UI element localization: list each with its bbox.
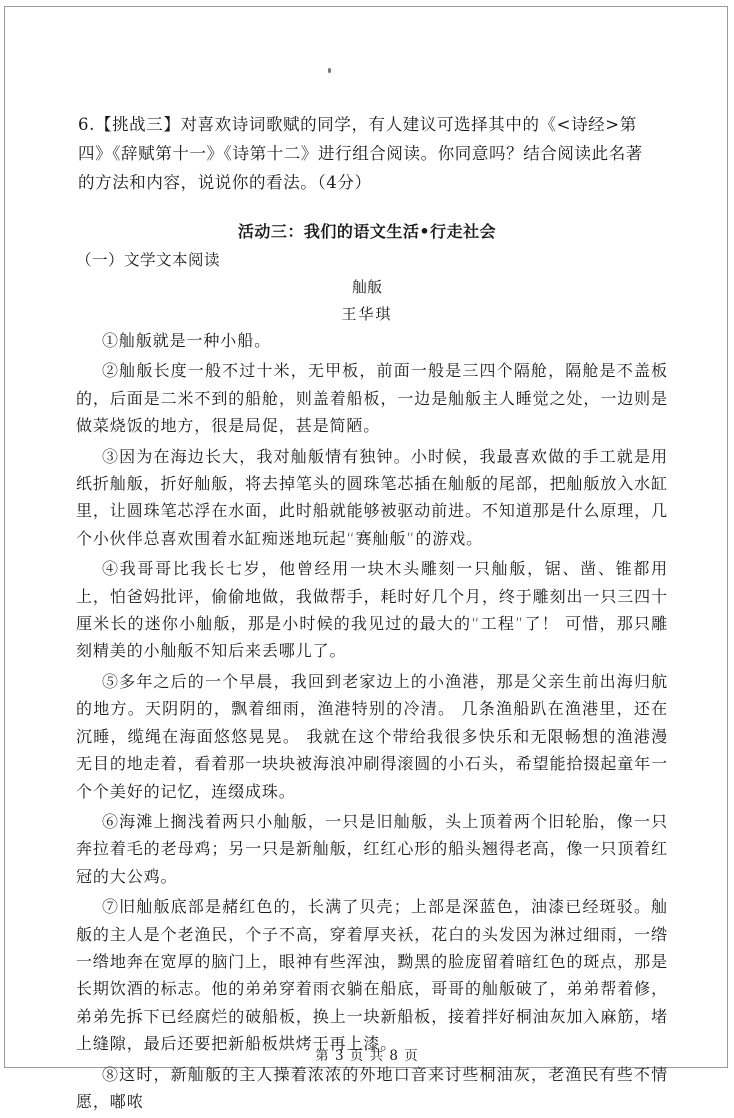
paragraph-6: ⑥海滩上搁浅着两只小舢舨，一只是旧舢舨，头上顶着两个旧轮胎，像一只奔拉着毛的老母鸡；另一只是新舢舨，红红心形的船头翘得老高，像一只顶着红冠的大公鸡。 [76, 811, 668, 886]
paragraph-7: ⑦旧舢舨底部是赭红色的，长满了贝壳；上部是深蓝色，油漆已经斑驳。舢舨的主人是个老渔民，个子不高，穿着厚夹袄，花白的头发因为淋过细雨，一绺一绺地奔在宽厚的脑门上，眼神有些浑浊，黝黑的脸庞留着暗红色的斑点，那是长期饮酒的标志。他的弟弟穿着雨衣躺在船底，哥哥的舢舨破了，弟弟帮着修，弟弟先拆下已经腐烂的破船板，换上一块新船板，接着拌好桐油灰加入麻筋，堵上缝隙，最后还要把新船板烘烤干再上漆。 [76, 897, 668, 1054]
subsection-title: （一）文学文本阅读 [76, 251, 221, 269]
paragraph-2: ②舢舨长度一般不过十米，无甲板，前面一般是三四个隔舱，隔舱是不盖板的，后面是二米不到的船舱，则盖着船板，一边是舢舨主人睡觉之处，一边则是做菜烧饭的地方，很是局促，甚是简陋。 [76, 361, 668, 436]
scan-speck [328, 68, 331, 73]
activity-heading: 活动三：我们的语文生活•行走社会 [237, 222, 497, 241]
paragraph-3: ③因为在海边长大，我对舢舨情有独钟。小时候，我最喜欢做的手工就是用纸折舢舨，折好舢舨，将去掉笔头的圆珠笔芯插在舢舨的尾部，把舢舨放入水缸里，让圆珠笔芯浮在水面，此时船就能够被驱动前进。不知道那是什么原理，几个小伙伴总喜欢围着水缸痴迷地玩起“赛舢舨”的游戏。 [76, 446, 668, 548]
article-title: 舢舨 [351, 278, 382, 296]
question-6: 6.【挑战三】对喜欢诗词歌赋的同学，有人建议可选择其中的《<诗经>第四》《辞赋第十一》《诗第十二》进行组合阅读。你同意吗？结合阅读此名著的方法和内容，说说你的看法。（4分） [78, 115, 643, 192]
paragraph-8: ⑧这时，新舢舨的主人操着浓浓的外地口音来讨些桐油灰，老渔民有些不情愿，嘟哝 [76, 1064, 668, 1111]
paragraph-5: ⑤多年之后的一个早晨，我回到老家边上的小渔港，那是父亲生前出海归航的地方。天阴阴的，飘着细雨，渔港特别的冷清。 几条渔船趴在渔港里，还在沉睡，缆绳在海面悠悠晃晃。 我就在这个带给我很多快乐和无限畅想的渔港漫无目的地走着，看着那一块块被海浪冲刷得滚圆的小石头，希望能拾掇起童年一个个美好的记忆，连缀成珠。 [76, 671, 668, 801]
paragraph-1: ①舢舨就是一种小船。 [102, 331, 272, 350]
article-author: 王华琪 [341, 305, 393, 323]
page-footer: 第 3 页 共 8 页 [315, 1048, 419, 1064]
paragraph-4: ④我哥哥比我长七岁，他曾经用一块木头雕刻一只舢舨，锯、凿、锥都用上，怕爸妈批评，偷偷地做，我做帮手，耗时好几个月，终于雕刻出一只三四十厘米长的迷你小舢舨，那是小时候的我见过的最大的“工程”了！ 可惜，那只雕刻精美的小舢舨不知后来丢哪儿了。 [76, 559, 668, 661]
article-body [76, 327, 668, 1118]
